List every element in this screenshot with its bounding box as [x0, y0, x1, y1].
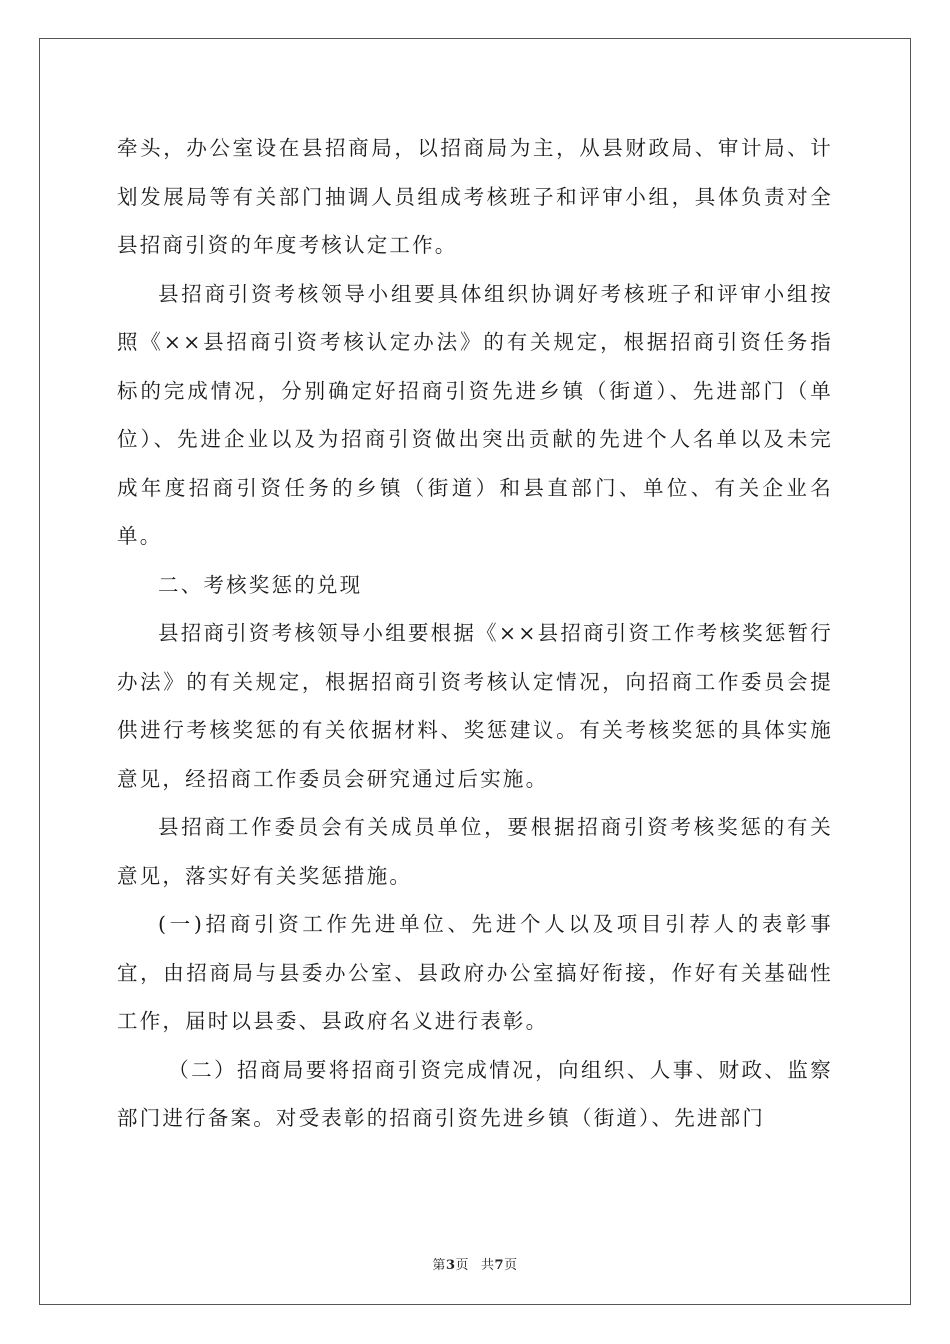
paragraph-2: 县招商引资考核领导小组要具体组织协调好考核班子和评审小组按照《××县招商引资考核认定办法》的有关规定，根据招商引资任务指标的完成情况，分别确定好招商引资先进乡镇（街道）、先进部门（单位）、先进企业以及为招商引资做出突出贡献的先进个人名单以及未完成年度招商引资任务的乡镇（街道）和县直部门、单位、有关企业名单。 — [117, 281, 833, 548]
page-footer — [0, 1254, 950, 1273]
paragraph-5: (一)招商引资工作先进单位、先进个人以及项目引荐人的表彰事宜，由招商局与县委办公室、县政府办公室搞好衔接，作好有关基础性工作，届时以县委、县政府名义进行表彰。 — [117, 912, 833, 1033]
document-body — [117, 124, 833, 1143]
page-total: 7 — [494, 1258, 505, 1273]
paragraph-1: 牵头，办公室设在县招商局，以招商局为主，从县财政局、审计局、计划发展局等有关部门抽调人员组成考核班子和评审小组，具体负责对全县招商引资的年度考核认定工作。 — [117, 136, 833, 257]
paragraph-4: 县招商工作委员会有关成员单位，要根据招商引资考核奖惩的有关意见，落实好有关奖惩措施。 — [117, 815, 833, 888]
page-prefix: 第 — [432, 1258, 446, 1273]
page-current: 3 — [445, 1258, 456, 1273]
total-prefix: 共 — [481, 1258, 495, 1273]
paragraph-3: 县招商引资考核领导小组要根据《××县招商引资工作考核奖惩暂行办法》的有关规定，根据招商引资考核认定情况，向招商工作委员会提供进行考核奖惩的有关依据材料、奖惩建议。有关考核奖惩的具体实施意见，经招商工作委员会研究通过后实施。 — [117, 621, 833, 791]
page-suffix: 页 — [455, 1258, 469, 1273]
section-heading: 二、考核奖惩的兑现 — [158, 572, 363, 597]
total-suffix: 页 — [504, 1258, 518, 1273]
paragraph-6: （二）招商局要将招商引资完成情况，向组织、人事、财政、监察部门进行备案。对受表彰的招商引资先进乡镇（街道）、先进部门 — [117, 1057, 833, 1130]
